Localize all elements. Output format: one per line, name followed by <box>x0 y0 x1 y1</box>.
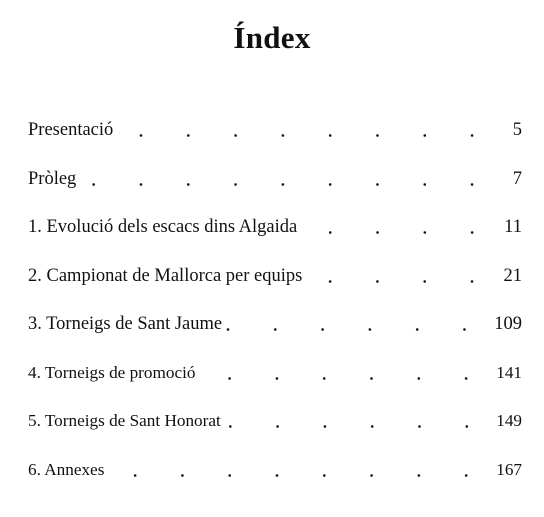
toc-entry-label: 1. Evolució dels escacs dins Algaida <box>28 217 298 238</box>
toc-entry-chapter-5 <box>28 397 522 446</box>
toc-page-number: 149 <box>490 409 522 433</box>
toc-entry-chapter-3 <box>28 300 522 349</box>
toc-page-number: 21 <box>496 264 522 288</box>
dot-leader <box>299 215 496 239</box>
toc-page-number: 11 <box>496 215 522 239</box>
toc-entry-chapter-4 <box>28 349 522 398</box>
dot-leader <box>197 361 490 385</box>
toc-entry-proleg <box>28 155 522 204</box>
dot-leader <box>223 409 490 433</box>
dot-leader <box>224 312 488 336</box>
toc-page-number: 5 <box>496 118 522 142</box>
toc-entry-label: Pròleg <box>28 168 77 189</box>
toc-entry-label: 6. Annexes <box>28 458 106 482</box>
toc-entry-label: 4. Torneigs de promoció <box>28 361 197 385</box>
toc-page-number: 109 <box>488 312 522 336</box>
toc-entry-chapter-6 <box>28 446 522 495</box>
dot-leader <box>106 458 490 482</box>
toc-entry-label: 3. Torneigs de Sant Jaume <box>28 314 223 335</box>
toc-page-number: 7 <box>496 167 522 191</box>
table-of-contents <box>28 106 522 494</box>
page-title: Índex <box>233 20 311 55</box>
toc-page-number: 141 <box>490 361 522 385</box>
toc-entry-label: 5. Torneigs de Sant Honorat <box>28 409 223 433</box>
toc-entry-chapter-2 <box>28 252 522 301</box>
toc-page-number: 167 <box>490 458 522 482</box>
toc-entry-label: Presentació <box>28 120 114 141</box>
dot-leader <box>115 118 496 142</box>
dot-leader <box>304 264 496 288</box>
toc-entry-presentacio <box>28 106 522 155</box>
dot-leader <box>78 167 496 191</box>
toc-entry-chapter-1 <box>28 203 522 252</box>
toc-entry-label: 2. Campionat de Mallorca per equips <box>28 265 303 286</box>
